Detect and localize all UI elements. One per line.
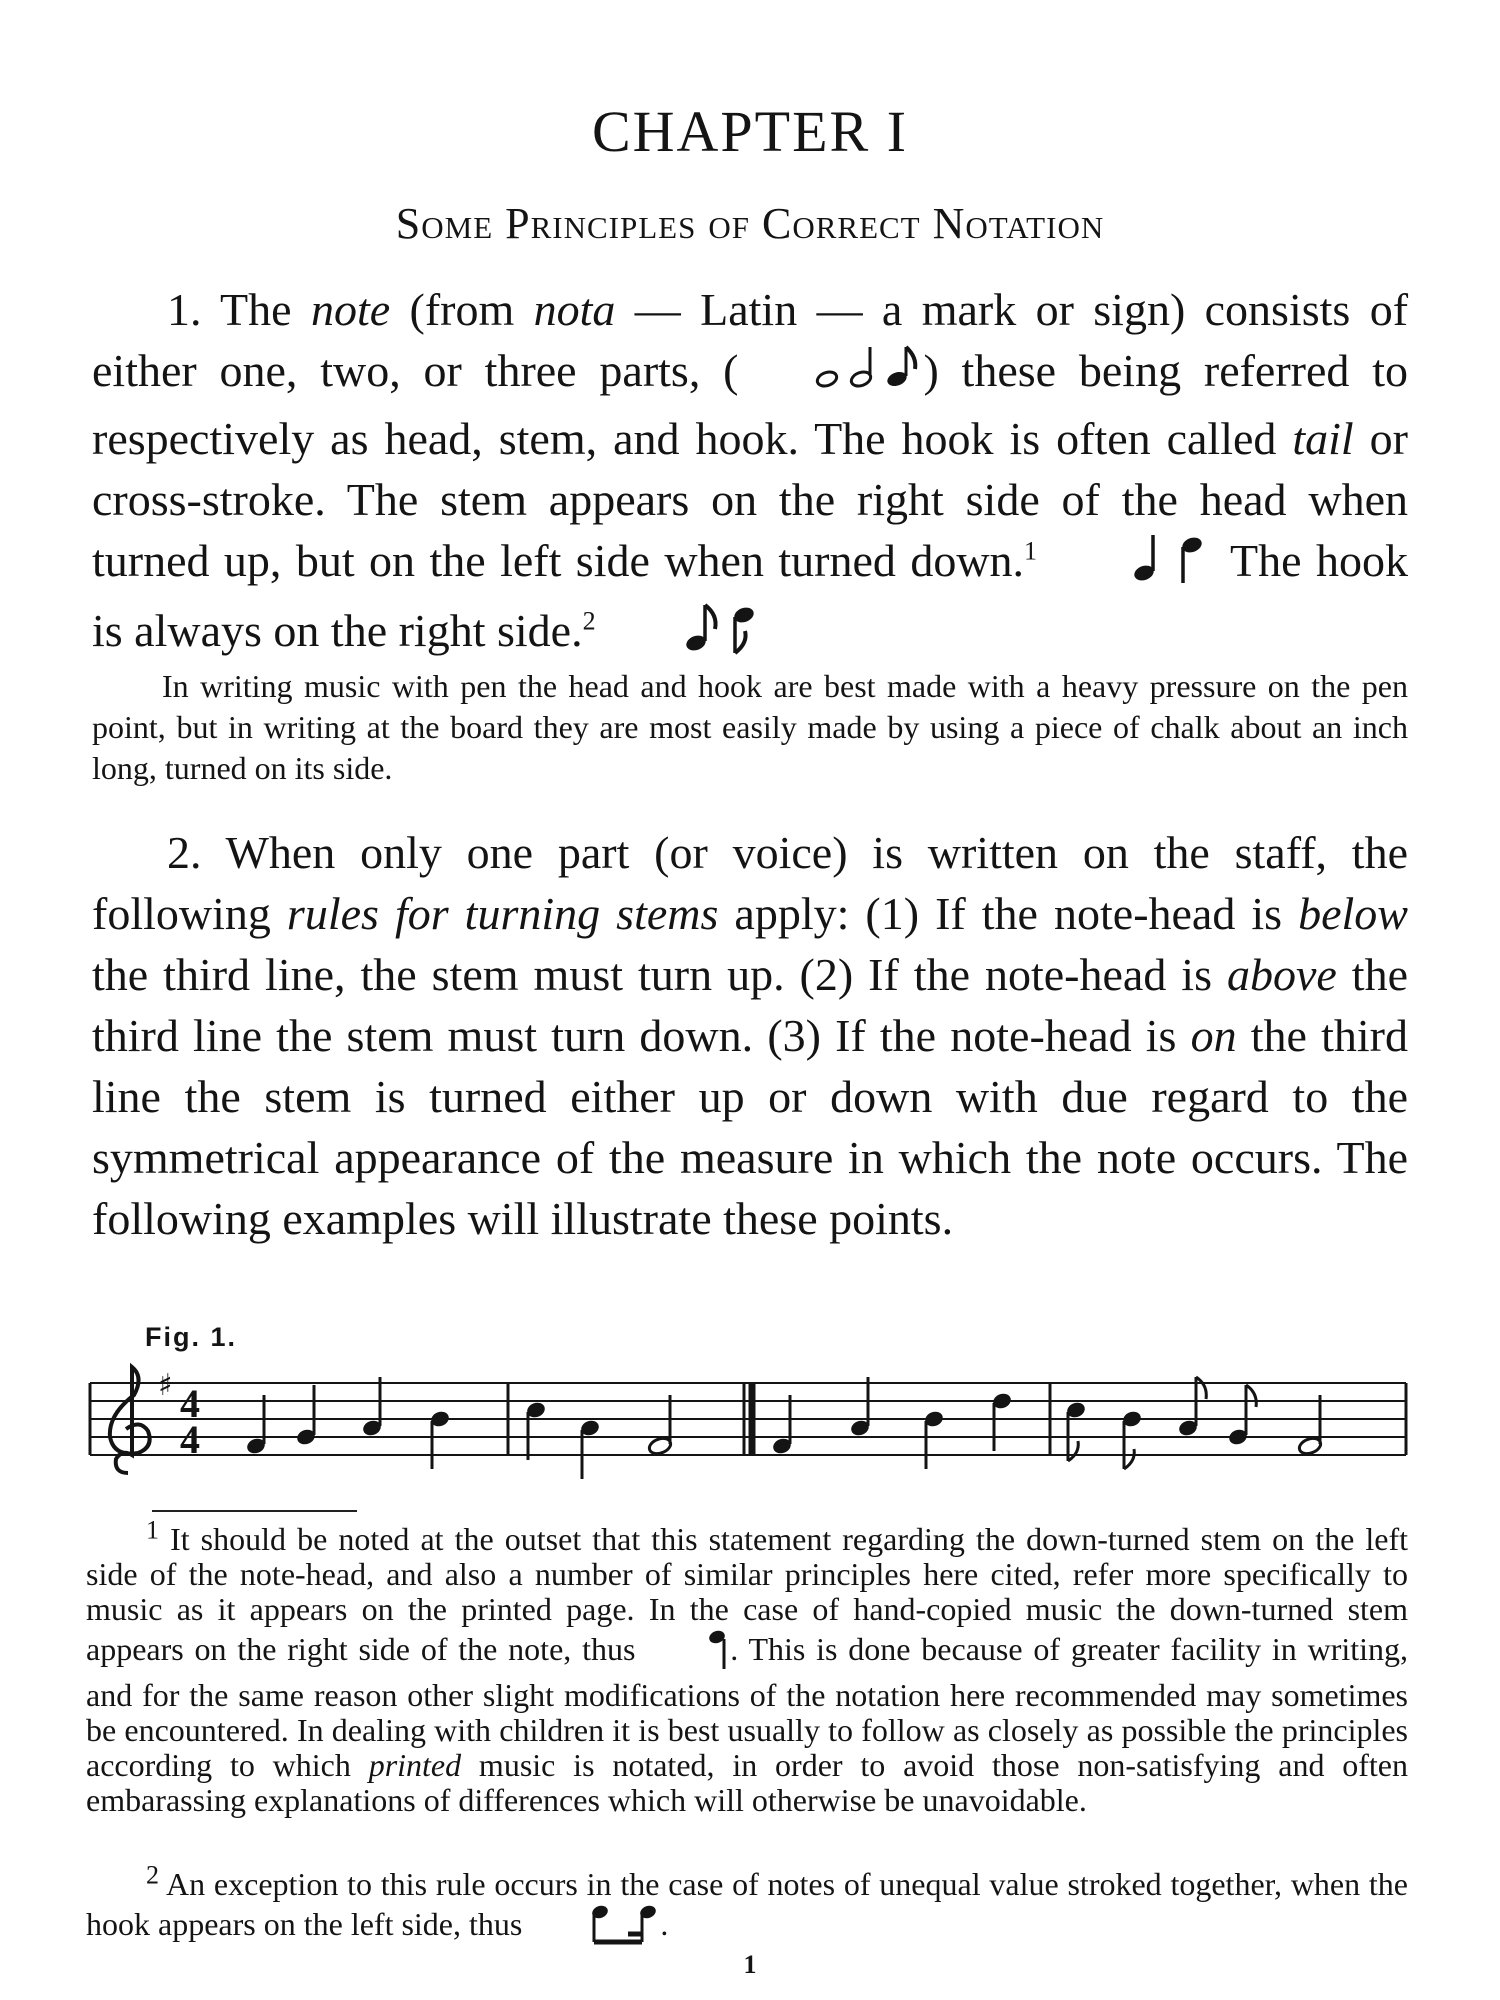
- section-title: Some Principles of Correct Notation: [395, 199, 1105, 248]
- term-note: note: [310, 284, 391, 335]
- paragraph-2: 2. When only one part (or voice) is written on the staff, the following rules for turning stems apply: (1) If the note-head is below the third line, the stem must turn up. (2) If the note-head is above the third line the stem must turn down. (3) If the note-head is on the third line the stem is turned either up or down with due regard to the symmetrical appearance of the measure in which the note occurs. The following examples will illustrate these points.: [92, 827, 1409, 1244]
- note-d: [525, 1400, 547, 1460]
- note-b: [361, 1377, 383, 1438]
- footnote-ref-1[interactable]: 1: [1024, 536, 1038, 566]
- eighth-note-b: [1177, 1377, 1206, 1438]
- page-number: 1: [743, 1950, 757, 1979]
- term-printed: printed: [368, 1747, 462, 1783]
- term-above: above: [1226, 949, 1337, 1000]
- footnote-2: $^2$ An exception to this rule occurs in the case of notes of unequal value stroked together, when the hook appears on the left side, thus .: [86, 1867, 1408, 1953]
- time-signature-top: 4: [180, 1381, 200, 1426]
- term-on: on: [1190, 1010, 1237, 1061]
- note-parts-icon: [738, 343, 923, 408]
- hook-side-icon: [607, 601, 762, 670]
- footnote-1: $^1$ It should be noted at the outset that this statement regarding the down-turned stem on the left side of the note-head, and also a number of similar principles here cited, refer more specifically to music as it appears on the printed page. In the case of hand-copied music the down-turned stem appears on the right side of the note, thus . This is done because of greater facility in writing, and for the same reason other slight modifications of the notation here recommended may sometimes be encountered. In dealing with children it is best usually to follow as closely as possible the principles according to which printed music is notated, in order to avoid those non-satisfying and often embarassing explanations of differences which will otherwise be unavoidable.: [86, 1515, 1409, 1818]
- note-a: [295, 1385, 317, 1447]
- half-note-g4: [1297, 1395, 1322, 1456]
- figure-1-staff: [88, 1355, 1410, 1515]
- eighth-note-c: [1121, 1409, 1143, 1469]
- stroked-notes-icon: [530, 1902, 660, 1953]
- eighth-note-d: [1065, 1400, 1087, 1461]
- paragraph-2-number: 2.: [167, 827, 202, 878]
- note-e3: [991, 1391, 1013, 1451]
- key-signature-sharp: ♯: [158, 1368, 173, 1403]
- note-b3: [849, 1377, 871, 1438]
- chapter-title: CHAPTER I: [591, 99, 909, 164]
- note-b2: [579, 1418, 601, 1479]
- paragraph-1-number: 1.: [167, 284, 202, 335]
- term-nota: nota: [533, 284, 616, 335]
- figure-label: Fig. 1.: [145, 1322, 238, 1352]
- term-rules-for-turning-stems: rules for turning stems: [286, 888, 719, 939]
- term-tail: tail: [1292, 412, 1354, 464]
- note-g: [245, 1395, 267, 1456]
- note-c: [429, 1409, 451, 1469]
- hand-copied-stem-icon: [646, 1627, 730, 1678]
- half-note-g: [647, 1395, 672, 1456]
- footnote-2-number: 2: [146, 1860, 159, 1890]
- stem-direction-icon: [1051, 531, 1216, 600]
- term-below: below: [1298, 888, 1408, 939]
- note-g3: [771, 1395, 793, 1456]
- footnote-1-number: 1: [146, 1515, 159, 1545]
- pen-writing-note: In writing music with pen the head and hook are best made with a heavy pressure on the pen point, but in writing at the board they are most easily made by using a piece of chalk about an inch long, turned on its side.: [92, 668, 1408, 786]
- note-c3: [923, 1409, 945, 1469]
- footnote-divider: [152, 1510, 357, 1512]
- footnote-ref-2[interactable]: 2: [582, 606, 596, 636]
- paragraph-1: 1. The note (from nota — Latin — a mark or sign) consists of either one, two, or three parts, ( ) these being referred to respectively as head, stem, and hook. The hook is often called tail or cross-stroke. The stem appears on the right side of the head when turned up, but on the left side when turned down.$^1$ The hook is always on the right side.$^2$: [92, 279, 1408, 670]
- time-signature-bottom: 4: [180, 1417, 200, 1462]
